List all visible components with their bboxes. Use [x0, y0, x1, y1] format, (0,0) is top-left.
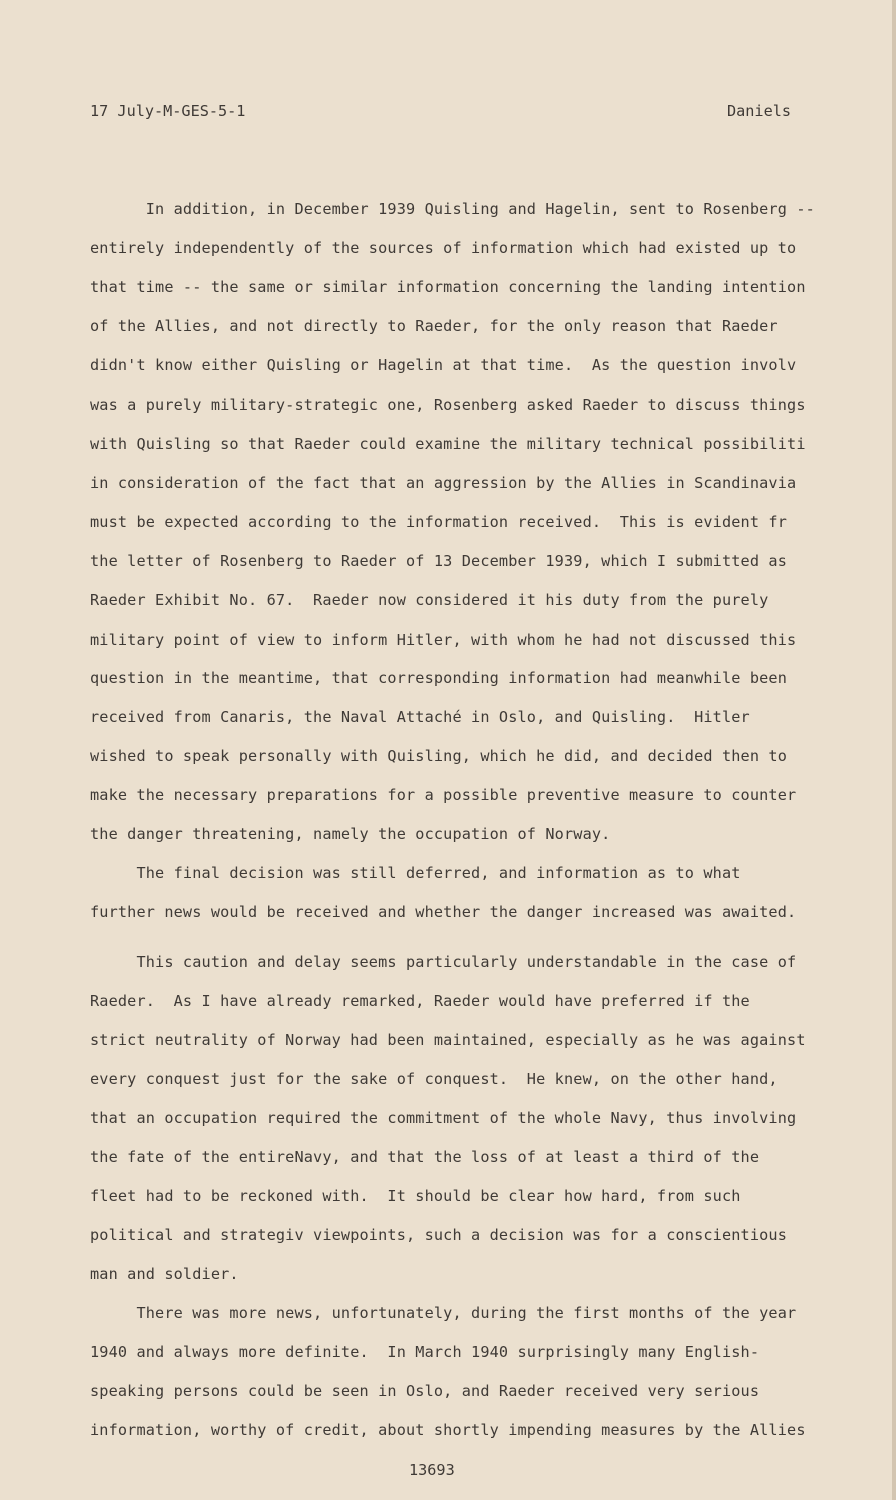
body-line: received from Canaris, the Naval Attaché in Oslo, and Quisling. Hitler: [90, 708, 750, 726]
body-line: Raeder. As I have already remarked, Raeder would have preferred if the: [90, 992, 750, 1010]
body-line: The final decision was still deferred, and information as to what: [90, 864, 741, 882]
body-line: speaking persons could be seen in Oslo, and Raeder received very serious: [90, 1382, 760, 1400]
body-line: 1940 and always more definite. In March 1940 surprisingly many English-: [90, 1343, 760, 1361]
body-line: in consideration of the fact that an aggression by the Allies in Scandinavia: [90, 474, 797, 492]
body-line: entirely independently of the sources of information which had existed up to: [90, 239, 797, 257]
body-line: question in the meantime, that corresponding information had meanwhile been: [90, 669, 788, 687]
body-line: fleet had to be reckoned with. It should be clear how hard, from such: [90, 1187, 741, 1205]
body-line: of the Allies, and not directly to Raeder, for the only reason that Raeder: [90, 317, 778, 335]
body-line: military point of view to inform Hitler, with whom he had not discussed this: [90, 631, 797, 649]
body-line: make the necessary preparations for a possible preventive measure to counter: [90, 786, 797, 804]
body-line: wished to speak personally with Quisling, which he did, and decided then to: [90, 747, 788, 765]
body-line: information, worthy of credit, about shortly impending measures by the Allies: [90, 1421, 806, 1439]
document-author: Daniels: [727, 102, 792, 120]
body-line: that time -- the same or similar information concerning the landing intention: [90, 278, 806, 296]
body-line: the danger threatening, namely the occupation of Norway.: [90, 825, 611, 843]
body-line: Raeder Exhibit No. 67. Raeder now considered it his duty from the purely: [90, 591, 769, 609]
body-line: every conquest just for the sake of conquest. He knew, on the other hand,: [90, 1070, 778, 1088]
body-line: This caution and delay seems particularly understandable in the case of: [90, 953, 797, 971]
body-line: was a purely military-strategic one, Rosenberg asked Raeder to discuss things: [90, 396, 806, 414]
body-line: the letter of Rosenberg to Raeder of 13 December 1939, which I submitted as: [90, 552, 788, 570]
body-line: the fate of the entireNavy, and that the loss of at least a third of the: [90, 1148, 760, 1166]
body-line: man and soldier.: [90, 1265, 239, 1283]
body-line: strict neutrality of Norway had been maintained, especially as he was against: [90, 1031, 806, 1049]
body-line: political and strategiv viewpoints, such a decision was for a conscientious: [90, 1226, 788, 1244]
body-line: In addition, in December 1939 Quisling and Hagelin, sent to Rosenberg --: [90, 200, 815, 218]
body-line: that an occupation required the commitment of the whole Navy, thus involving: [90, 1109, 797, 1127]
body-line: didn't know either Quisling or Hagelin at that time. As the question involv: [90, 356, 797, 374]
paper-edge: [892, 0, 896, 1500]
body-line: further news would be received and whether the danger increased was awaited.: [90, 903, 797, 921]
body-line: must be expected according to the information received. This is evident fr: [90, 513, 788, 531]
body-line: There was more news, unfortunately, during the first months of the year: [90, 1304, 797, 1322]
document-reference: 17 July-M-GES-5-1: [90, 102, 246, 120]
body-line: with Quisling so that Raeder could examine the military technical possibiliti: [90, 435, 806, 453]
page-number: 13693: [409, 1461, 455, 1479]
